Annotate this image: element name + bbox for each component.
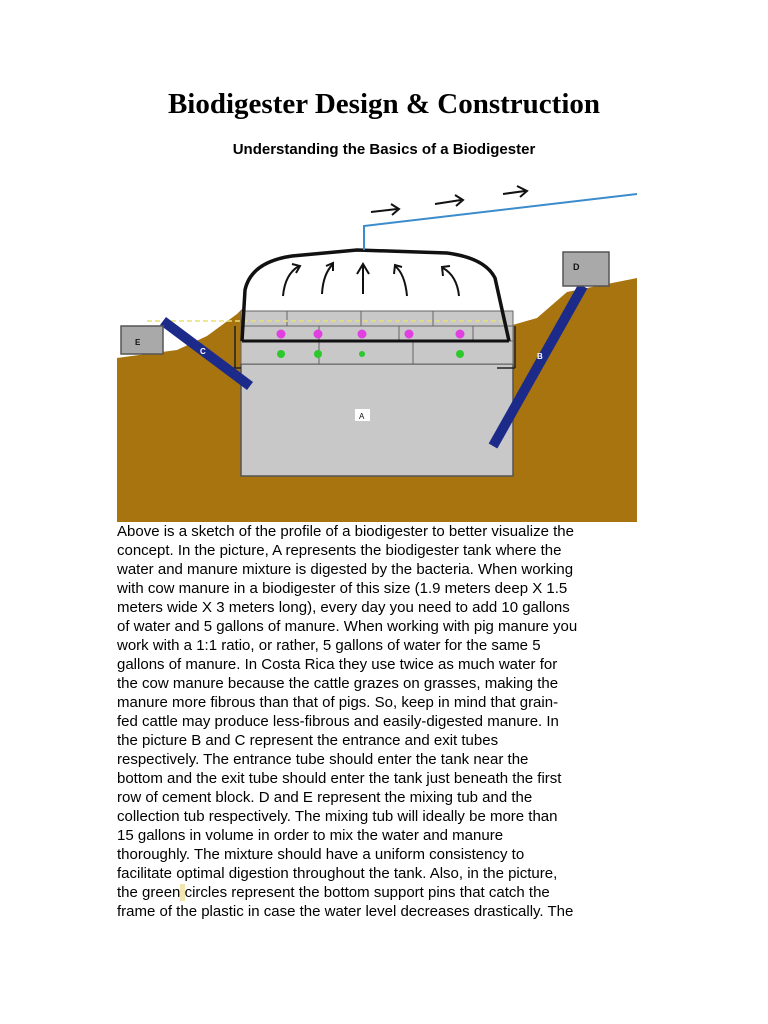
paragraph-line: meters wide X 3 meters long), every day you need to add 10 gallons <box>117 599 570 616</box>
paragraph-line: the picture B and C represent the entrance and exit tubes <box>117 732 499 749</box>
digester-tank <box>241 364 513 476</box>
document-subtitle: Understanding the Basics of a Biodigester <box>232 141 536 158</box>
paragraph-line: manure more fibrous than that of pigs. So, keep in mind that grain- <box>117 694 559 711</box>
paragraph-line: with cow manure in a biodigester of this size (1.9 meters deep X 1.5 <box>117 580 568 597</box>
paragraph-line: work with a 1:1 ratio, or rather, 5 gallons of water for the same 5 <box>117 637 541 654</box>
mixing-tub <box>563 252 609 286</box>
paragraph-line: Above is a sketch of the profile of a biodigester to better visualize the <box>117 523 574 540</box>
paragraph-line: concept. In the picture, A represents the biodigester tank where the <box>117 542 562 559</box>
entrance-tube-label: B <box>537 352 543 361</box>
paragraph-line: fed cattle may produce less-fibrous and easily-digested manure. In <box>117 713 559 730</box>
collection-tub <box>121 326 163 354</box>
paragraph-line: water and manure mixture is digested by the bacteria. When working <box>117 561 574 578</box>
biogas-arrows <box>283 263 459 296</box>
gas-outlet-pipe <box>364 194 637 250</box>
body-paragraph <box>117 522 657 921</box>
exit-tube-label: C <box>200 347 206 356</box>
line-segment: circles represent the bottom support pins that catch the <box>184 884 550 901</box>
biodigester-diagram <box>117 178 637 522</box>
paragraph-line: row of cement block. D and E represent the mixing tub and the <box>117 789 533 806</box>
paragraph-line: collection tub respectively. The mixing tub will ideally be more than <box>117 808 558 825</box>
paragraph-line: bottom and the exit tube should enter the tank just beneath the first <box>117 770 562 787</box>
collection-tub-label: E <box>135 338 141 347</box>
paragraph-line: facilitate optimal digestion throughout the tank. Also, in the picture, <box>117 865 558 882</box>
tank-label: A <box>359 412 365 421</box>
document-title: Biodigester Design & Construction <box>167 88 601 120</box>
paragraph-line: frame of the plastic in case the water level decreases drastically. The <box>117 903 574 920</box>
outflow-arrows <box>371 186 527 215</box>
paragraph-line: thoroughly. The mixture should have a uniform consistency to <box>117 846 525 863</box>
mixing-tub-label: D <box>573 262 580 272</box>
paragraph-line: of water and 5 gallons of manure. When working with pig manure you <box>117 618 578 635</box>
paragraph-line: the cow manure because the cattle grazes on grasses, making the <box>117 675 559 692</box>
paragraph-line: gallons of manure. In Costa Rica they use twice as much water for <box>117 656 558 673</box>
line-segment: the green <box>117 884 181 901</box>
paragraph-line: respectively. The entrance tube should enter the tank near the <box>117 751 529 768</box>
biodigester-sketch <box>117 178 637 522</box>
paragraph-line: 15 gallons in volume in order to mix the water and manure <box>117 827 504 844</box>
paragraph-line <box>117 883 657 902</box>
